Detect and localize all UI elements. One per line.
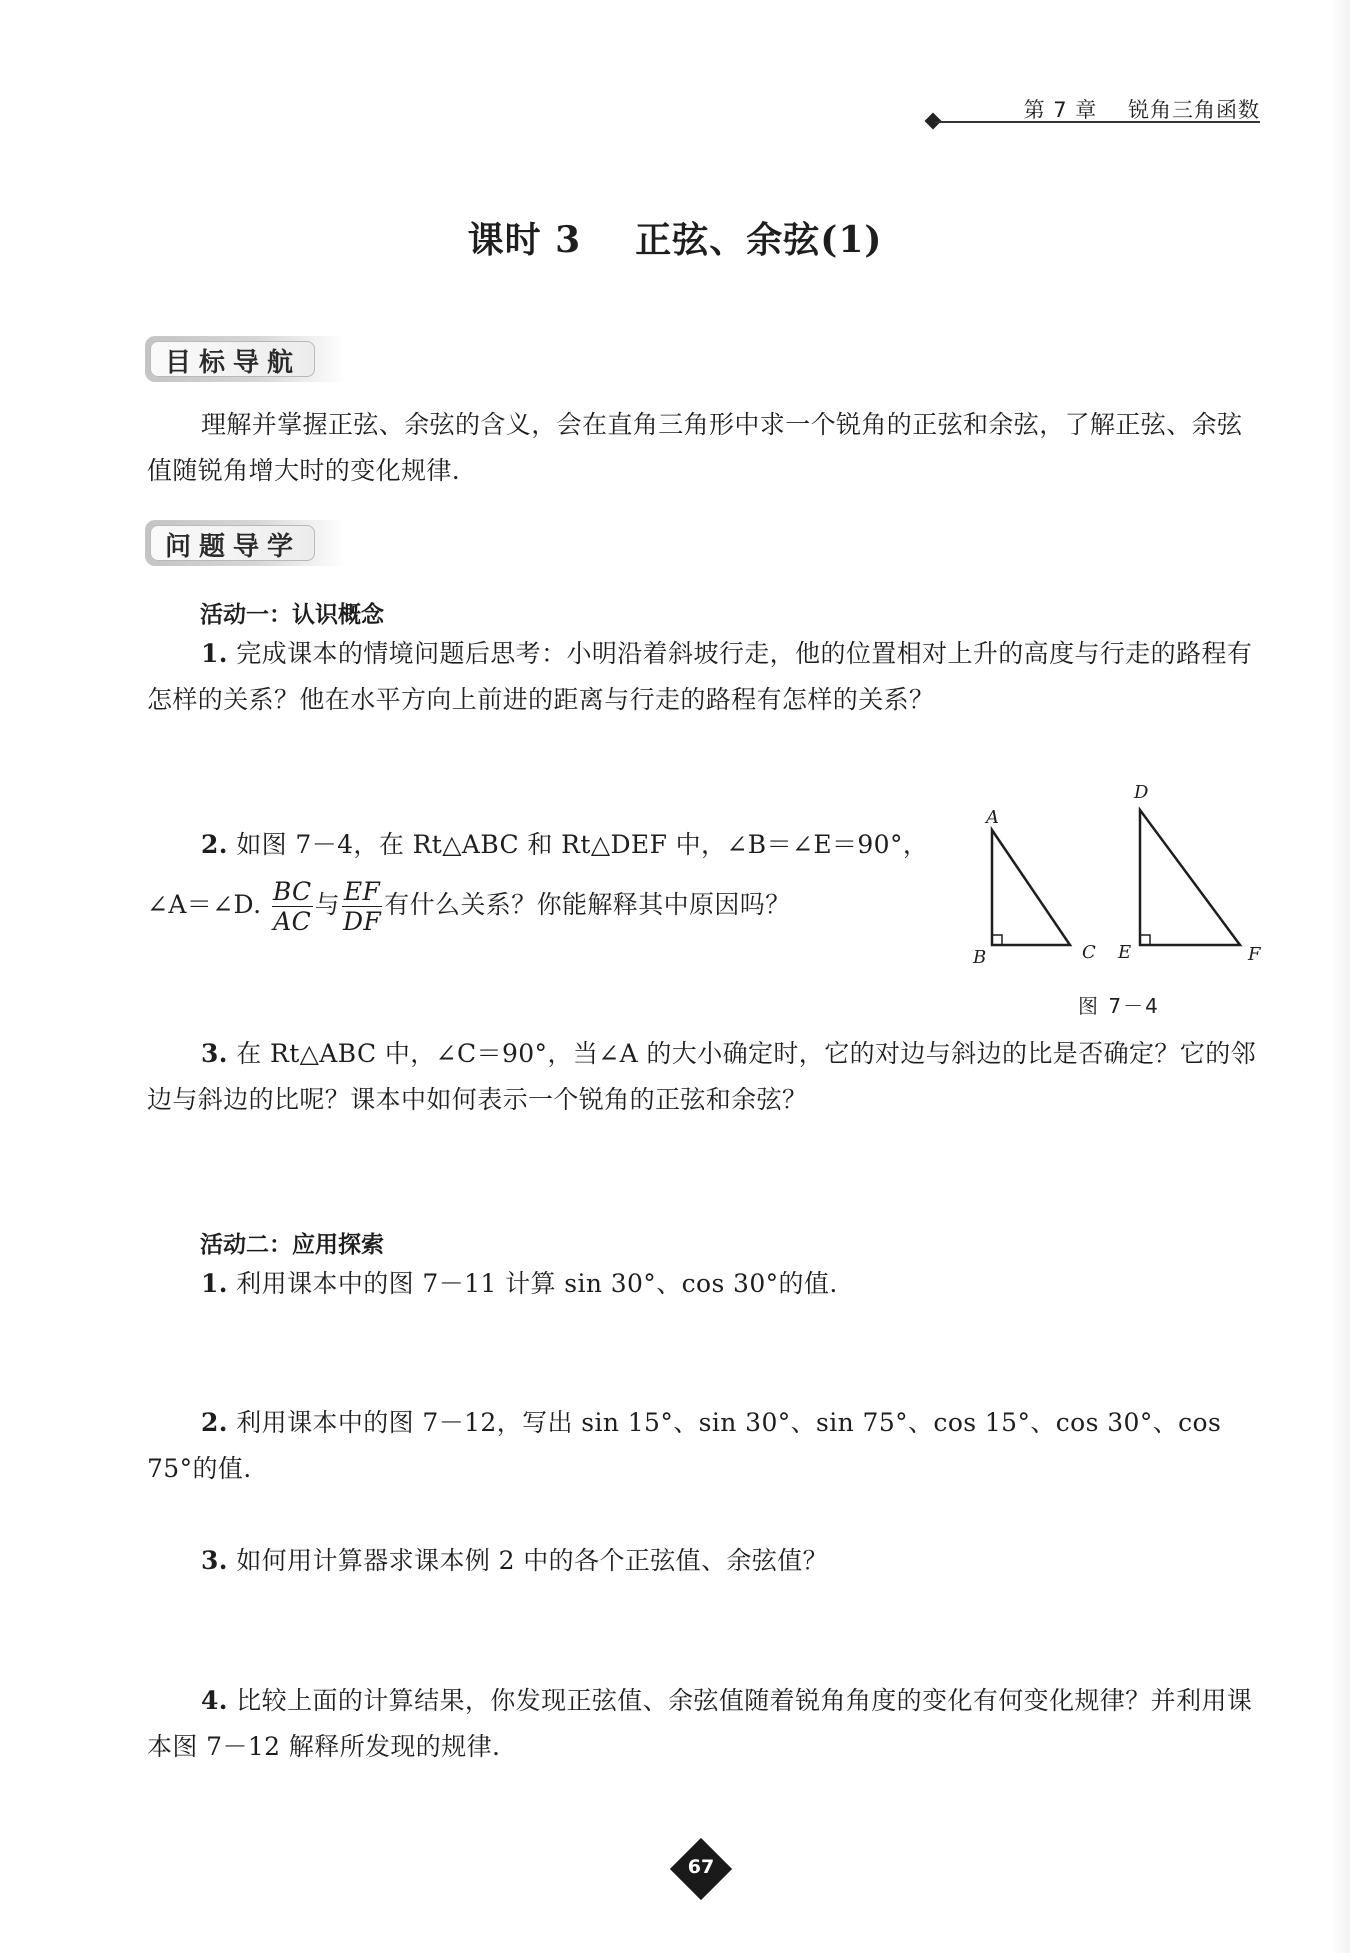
question-number: 3.	[201, 1546, 228, 1575]
activity2-question-2	[147, 1400, 1262, 1492]
activity1-title: 活动一：认识概念	[200, 602, 384, 628]
question-text: 利用课本中的图 7－11 计算 sin 30°、cos 30°的值.	[236, 1269, 838, 1298]
vertex-label-d: D	[1134, 782, 1149, 803]
activity2-title: 活动二：应用探索	[200, 1232, 384, 1258]
vertex-label-e: E	[1118, 942, 1132, 963]
triangle-abc	[992, 830, 1070, 945]
activity1-question-3	[147, 1031, 1262, 1123]
goals-text: 理解并掌握正弦、余弦的含义，会在直角三角形中求一个锐角的正弦和余弦，了解正弦、余弦值随锐角增大时的变化规律.	[147, 410, 1243, 485]
activity2-question-4	[147, 1678, 1262, 1770]
chapter-header: 第 7 章 锐角三角函数	[1023, 98, 1260, 122]
question-text: 如何用计算器求课本例 2 中的各个正弦值、余弦值？	[236, 1546, 829, 1575]
fraction-denominator: DF	[342, 907, 382, 936]
section-banner-guide	[145, 520, 345, 566]
fraction-numerator: EF	[343, 877, 381, 906]
page-title: 课时 3 正弦、余弦(1)	[467, 219, 883, 261]
question-number: 2.	[201, 830, 228, 859]
right-angle-marker-b	[992, 935, 1002, 945]
vertex-label-b: B	[973, 947, 987, 968]
activity2-question-3	[147, 1538, 1262, 1584]
connector-text: 与	[314, 890, 340, 919]
question-line	[147, 815, 947, 875]
fraction-ef-df	[342, 879, 382, 934]
question-text-line2-suffix: 有什么关系？你能解释其中原因吗？	[384, 890, 791, 919]
activity1-question-1	[147, 631, 1262, 723]
page-number: 67	[687, 1856, 715, 1878]
figure-caption: 图 7－4	[1078, 994, 1160, 1018]
question-text-line2-prefix: ∠A＝∠D.	[147, 890, 262, 919]
question-text: 在 Rt△ABC 中，∠C＝90°，当∠A 的大小确定时，它的对边与斜边的比是否确定？它的邻边与斜边的比呢？课本中如何表示一个锐角的正弦和余弦？	[147, 1039, 1257, 1114]
question-number: 3.	[201, 1039, 228, 1068]
question-text: 比较上面的计算结果，你发现正弦值、余弦值随着锐角角度的变化有何变化规律？并利用课本图 7－12 解释所发现的规律.	[147, 1686, 1253, 1761]
triangle-def	[1140, 810, 1240, 945]
section-label-goals: 目标导航	[165, 348, 302, 378]
question-number: 1.	[201, 639, 228, 668]
vertex-label-f: F	[1248, 944, 1261, 965]
question-line	[147, 875, 947, 935]
vertex-label-a: A	[986, 807, 999, 828]
question-text: 利用课本中的图 7－12，写出 sin 15°、sin 30°、sin 75°、cos 15°、cos 30°、cos 75°的值.	[147, 1408, 1222, 1483]
vertex-label-c: C	[1082, 942, 1096, 963]
question-text: 完成课本的情境问题后思考：小明沿着斜坡行走，他的位置相对上升的高度与行走的路程有怎样的关系？他在水平方向上前进的距离与行走的路程有怎样的关系？	[147, 639, 1253, 714]
right-angle-marker-e	[1140, 935, 1150, 945]
question-number: 1.	[201, 1269, 228, 1298]
question-number: 2.	[201, 1408, 228, 1437]
activity2-question-1	[147, 1261, 1262, 1307]
section-label-guide: 问题导学	[165, 532, 302, 562]
triangle-figure	[960, 770, 1280, 980]
activity1-question-2	[147, 815, 947, 935]
fraction-bc-ac	[272, 879, 313, 934]
question-number: 4.	[201, 1686, 228, 1715]
question-text-line1: 如图 7－4，在 Rt△ABC 和 Rt△DEF 中，∠B＝∠E＝90°，	[236, 830, 929, 859]
page-edge	[1332, 0, 1350, 1953]
section-banner-goals	[145, 336, 345, 382]
fraction-denominator: AC	[273, 907, 312, 936]
fraction-numerator: BC	[272, 877, 312, 906]
